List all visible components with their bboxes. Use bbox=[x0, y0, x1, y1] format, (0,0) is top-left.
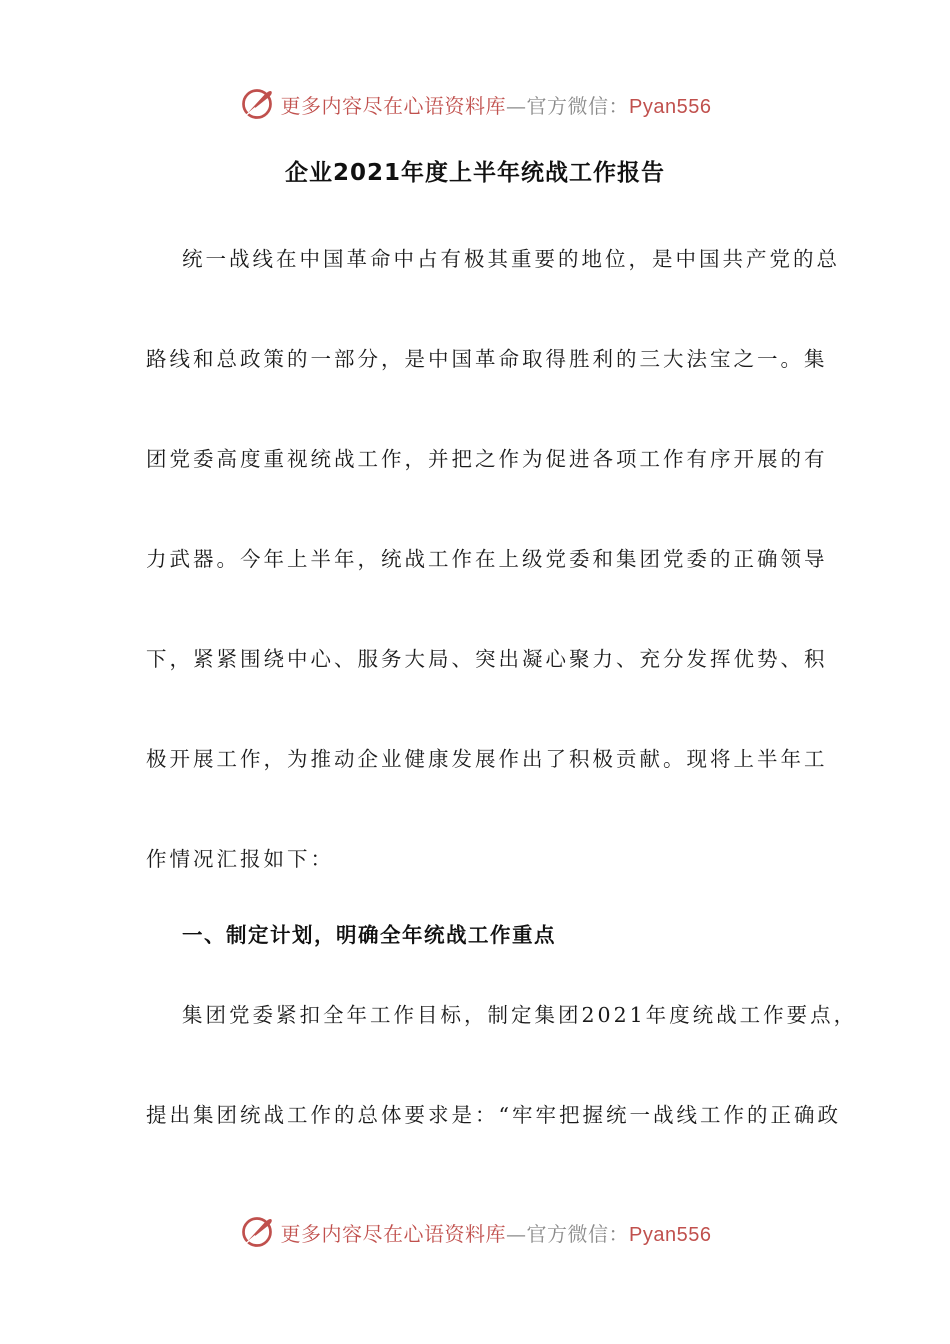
paragraph-line: 集团党委紧扣全年工作目标，制定集团2021年度统战工作要点， bbox=[182, 1003, 858, 1027]
paragraph-line: 极开展工作，为推动企业健康发展作出了积极贡献。现将上半年工 bbox=[146, 747, 828, 771]
watermark-wechat-label: —官方微信： bbox=[506, 1221, 630, 1246]
footer-watermark bbox=[0, 1210, 950, 1254]
header-watermark bbox=[0, 82, 950, 126]
watermark-text bbox=[281, 90, 712, 119]
paragraph-line: 作情况汇报如下： bbox=[146, 847, 334, 871]
watermark-site-name: 更多内容尽在心语资料库 bbox=[280, 1221, 507, 1246]
paragraph-line: 路线和总政策的一部分，是中国革命取得胜利的三大法宝之一。集 bbox=[146, 347, 828, 371]
paragraph-line: 力武器。今年上半年，统战工作在上级党委和集团党委的正确领导 bbox=[146, 547, 828, 571]
watermark-site-name: 更多内容尽在心语资料库 bbox=[280, 93, 507, 118]
watermark-wechat-id: Pyan556 bbox=[629, 1223, 712, 1246]
paragraph-line: 下，紧紧围绕中心、服务大局、突出凝心聚力、充分发挥优势、积 bbox=[146, 647, 828, 671]
watermark-text bbox=[281, 1218, 712, 1247]
paragraph-line: 提出集团统战工作的总体要求是：“牢牢把握统一战线工作的正确政 bbox=[146, 1103, 841, 1127]
quill-pen-logo-icon bbox=[239, 1214, 275, 1250]
quill-pen-logo-icon bbox=[239, 86, 275, 122]
watermark-wechat-id: Pyan556 bbox=[629, 95, 712, 118]
document-title: 企业2021年度上半年统战工作报告 bbox=[284, 160, 665, 186]
watermark-wechat-label: —官方微信： bbox=[506, 93, 630, 118]
paragraph-line: 团党委高度重视统战工作，并把之作为促进各项工作有序开展的有 bbox=[146, 447, 828, 471]
section-heading: 一、制定计划，明确全年统战工作重点 bbox=[182, 923, 556, 947]
paragraph-line: 统一战线在中国革命中占有极其重要的地位，是中国共产党的总 bbox=[182, 247, 840, 271]
